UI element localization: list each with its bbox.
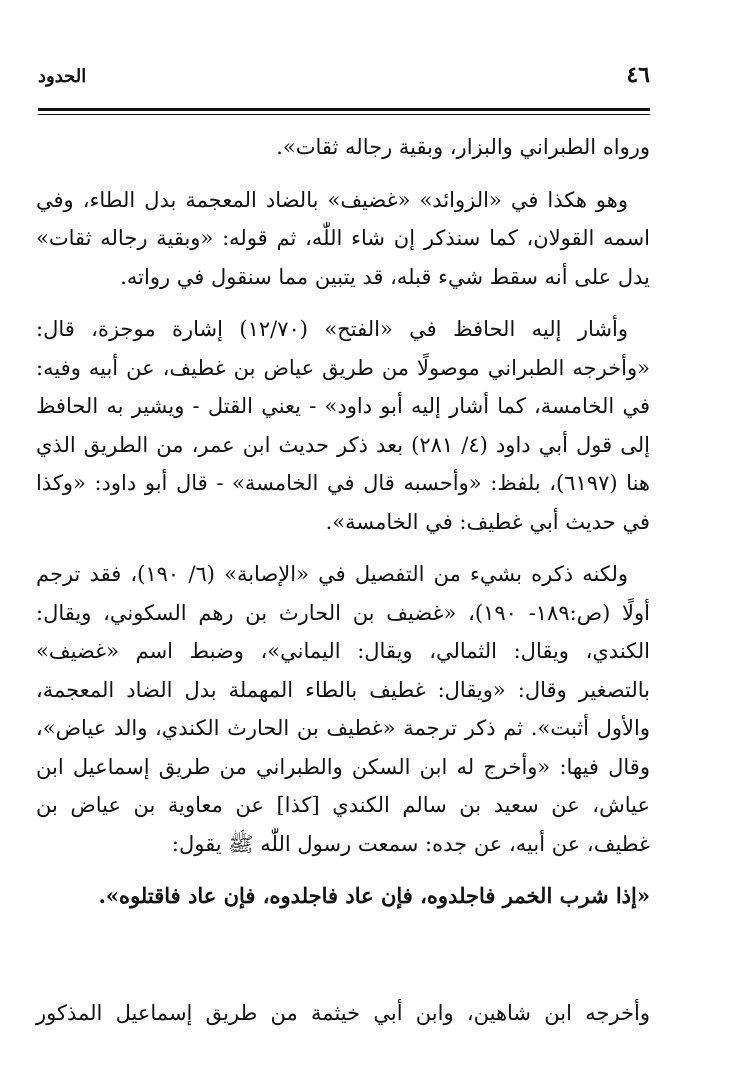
paragraph-4: ولكنه ذكره بشيء من التفصيل في «الإصابة» (٦/ ١٩٠)، فقد ترجم أولًا (ص:١٨٩- ١٩٠)، «غضيف بن الحارث بن رهم السكوني، ويقال: الكندي، ويقال: الثمالي، ويقال: اليماني»، وضبط اسم «غضيف» بالتصغير وقال: «ويقال: غطيف بالطاء المهملة بدل الضاد المعجمة، والأول أثبت». ثم ذكر ترجمة «غطيف بن الحارث الكندي، والد عياض»، وقال فيها: «وأخرج له ابن السكن والطبراني من طريق إسماعيل ابن عياش، عن سعيد بن سالم الكندي [كذا] عن معاوية بن عياض بن غطيف، عن أبيه، عن جده: سمعت رسول اللّٰه ﷺ يقول: [36,562,650,856]
body-text [36,128,650,930]
header-rule-thin [38,114,650,115]
page-number: ٤٦ [626,62,650,88]
paragraph-2: وهو هكذا في «الزوائد» «غضيف» بالضاد المعجمة بدل الطاء، وفي اسمه القولان، كما سنذكر إن شاء اللّٰه، ثم قوله: «وبقية رجاله ثقات» يدل على أنه سقط شيء قبله، قد يتبين مما سنقول في رواته. [36,187,650,289]
paragraph-3: وأشار إليه الحافظ في «الفتح» (١٢/٧٠) إشارة موجزة، قال: «وأخرجه الطبراني موصولًا من طريق عياض بن غطيف، عن أبيه وفيه: في الخامسة، كما أشار إليه أبو داود» - يعني القتل - ويشير به الحافظ إلى قول أبي داود (٤/ ٢٨١) بعد ذكر حديث ابن عمر، من الطريق الذي هنا (٦١٩٧)، بلفظ: «وأحسبه قال في الخامسة» - قال أبو داود: «وكذا في حديث أبي غطيف: في الخامسة». [36,317,650,534]
paragraph-5-start: وأخرجه ابن شاهين، وابن أبي خيثمة من طريق إسماعيل المذكور [36,1001,650,1025]
paragraph-1: ورواه الطبراني والبزار، وبقية رجاله ثقات». [276,135,650,159]
page-header [38,60,650,100]
running-title: الحدود [38,66,87,87]
header-rule-thick [38,108,650,111]
hadith-quote: «إذا شرب الخمر فاجلدوه، فإن عاد فاجلدوه، فإن عاد فاقتلوه». [98,883,650,908]
